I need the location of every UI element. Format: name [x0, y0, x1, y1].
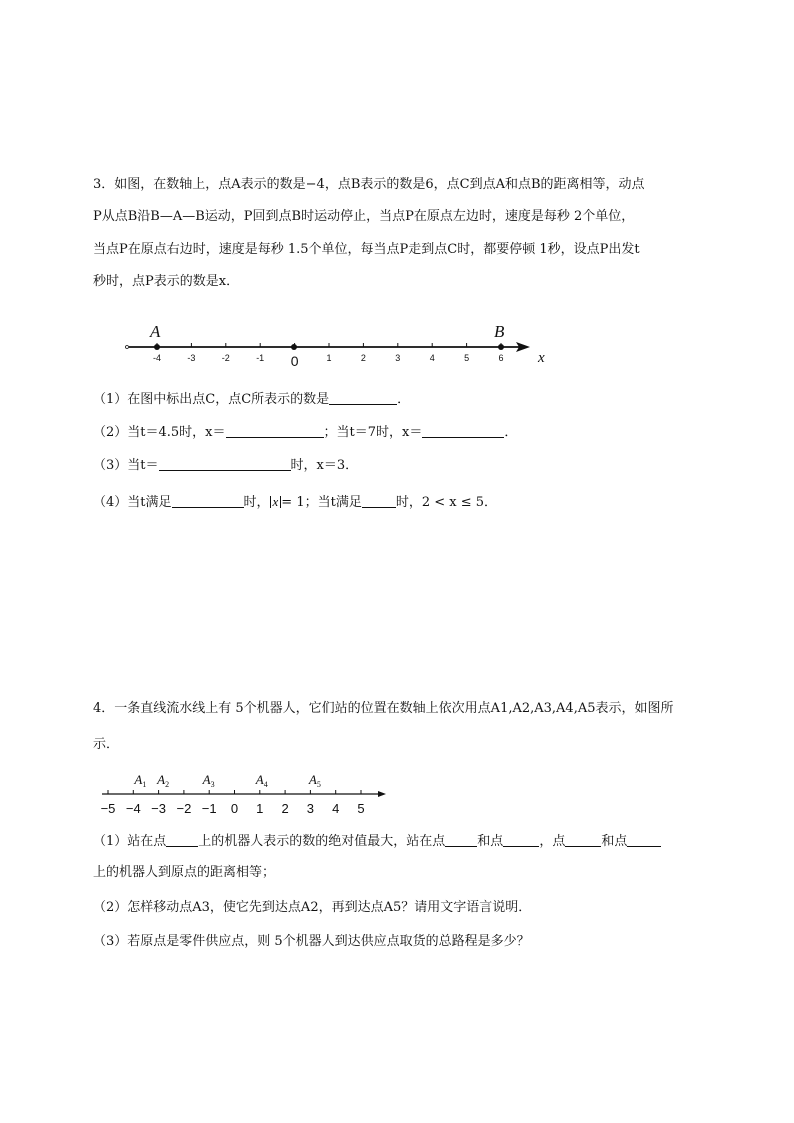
axis1-tick-label: 5: [464, 353, 470, 363]
origin-dot: [291, 344, 297, 350]
axis2-tick-label: −1: [201, 801, 217, 816]
axis2-tick-label: 4: [332, 801, 340, 816]
q3-blank[interactable]: [159, 457, 291, 471]
p3-q1: [93, 391, 410, 409]
p4-q3: （3）若原点是零件供应点，则 5个机器人到达供应点取货的总路程是多少？: [93, 934, 530, 949]
axis2-arrow: [378, 791, 386, 797]
p3-q4: [93, 494, 497, 512]
q2-text-b: ；当t＝7时，x＝: [323, 425, 423, 440]
q3-text-a: （3）当t＝: [93, 458, 159, 473]
axis2-tick-label: −5: [100, 801, 116, 816]
p4-q2: （2）怎样移动点A3，使它先到达点A2，再到达点A5？请用文字语言说明．: [93, 900, 532, 915]
p4-q1-c: 和点: [477, 834, 504, 849]
p4-q1-line2: 上的机器人到原点的距离相等；: [93, 865, 276, 880]
p4-q1-blank-1[interactable]: [166, 833, 198, 847]
p4-q1-blank-2[interactable]: [445, 833, 477, 847]
axis2-point-label: $A_3$: [202, 772, 215, 789]
p4-q1-blank-5[interactable]: [627, 833, 661, 847]
p4-q1-a: （1）站在点: [93, 834, 167, 849]
p4-q1-b: 上的机器人表示的数的绝对值最大，站在点: [198, 834, 446, 849]
label-A: A: [150, 322, 161, 341]
axis2-tick-label: 3: [306, 801, 315, 816]
p3-line1: 3．如图，在数轴上，点A表示的数是−4，点B表示的数是6，点C到点A和点B的距离相等，动点: [93, 177, 645, 192]
p3-q2: [93, 424, 517, 442]
axis1-tick-label: 3: [395, 353, 401, 363]
p4-q1-e: 和点: [601, 834, 628, 849]
p3-line2: P从点B沿B—A—B运动，P回到点B时运动停止，当点P在原点左边时，速度是每秒 2个单位，: [93, 209, 635, 224]
p4-q1-d: ，点: [539, 834, 566, 849]
axis2-tick-label: 0: [230, 801, 239, 816]
axis1-tick-label: 4: [429, 353, 435, 363]
p3-q3: [93, 457, 358, 475]
p4-q1-blank-4[interactable]: [565, 833, 601, 847]
q4-blank-2[interactable]: [362, 494, 396, 508]
number-line-1: [118, 318, 558, 368]
axis2-point-label: $A_2$: [157, 772, 170, 789]
number-line-2: [96, 768, 396, 820]
axis2-tick-label: −4: [125, 801, 141, 816]
axis-var-x: x: [538, 350, 545, 366]
q3-text-b: 时，x＝3．: [290, 458, 359, 473]
point-B-dot: [498, 344, 504, 350]
q2-blank-2[interactable]: [422, 424, 504, 438]
q4-text-b: 时，: [243, 495, 270, 510]
axis2-point-label: $A_5$: [308, 772, 321, 789]
axis2-tick-label: 2: [281, 801, 289, 816]
axis1-tick-label: -4: [152, 353, 162, 363]
axis2-tick-label: −2: [176, 801, 192, 816]
q1-end: ．: [397, 392, 411, 407]
q4-abs-x: x: [270, 496, 282, 508]
axis1-tick-label: -2: [221, 353, 230, 363]
q4-text-c: = 1；当t满足: [281, 495, 362, 510]
label-B: B: [494, 322, 505, 341]
p4-q1-line1: [93, 833, 661, 851]
q2-blank-1[interactable]: [226, 424, 324, 438]
p4-line2: 示．: [93, 737, 120, 752]
q4-text-d: 时，2 < x ≤ 5．: [395, 495, 498, 510]
axis1-tick-label: -3: [187, 353, 196, 363]
axis1-tick-label: 6: [498, 353, 504, 363]
p3-line3: 当点P在原点右边时，速度是每秒 1.5个单位，每当点P走到点C时，都要停顿 1秒，设点P出发t: [93, 242, 640, 257]
axis1-tick-label: 0: [290, 353, 299, 369]
q2-end: ．: [504, 425, 518, 440]
p4-q1-blank-3[interactable]: [503, 833, 539, 847]
axis2-point-label: $A_4$: [255, 772, 268, 789]
q1-blank[interactable]: [329, 391, 397, 405]
axis1-tick-label: 1: [326, 353, 332, 363]
axis2-point-label: $A_1$: [134, 772, 147, 789]
q1-text: （1）在图中标出点C，点C所表示的数是: [93, 392, 330, 407]
axis2-tick-label: −3: [151, 801, 167, 816]
point-A-dot: [154, 344, 160, 350]
axis2-tick-label: 5: [357, 801, 365, 816]
p4-line1: 4．一条直线流水线上有 5个机器人，它们站的位置在数轴上依次用点A1,A2,A3,A4,A5表示，如图所: [93, 701, 674, 716]
axis1-tick-label: -1: [256, 353, 265, 363]
q4-blank-1[interactable]: [172, 494, 244, 508]
axis2-tick-label: 1: [256, 801, 264, 816]
p3-line4: 秒时，点P表示的数是x．: [93, 274, 240, 289]
q2-text-a: （2）当t＝4.5时，x＝: [93, 425, 226, 440]
q4-text-a: （4）当t满足: [93, 495, 172, 510]
axis-origin-dot: [126, 346, 129, 349]
axis1-tick-label: 2: [360, 353, 366, 363]
